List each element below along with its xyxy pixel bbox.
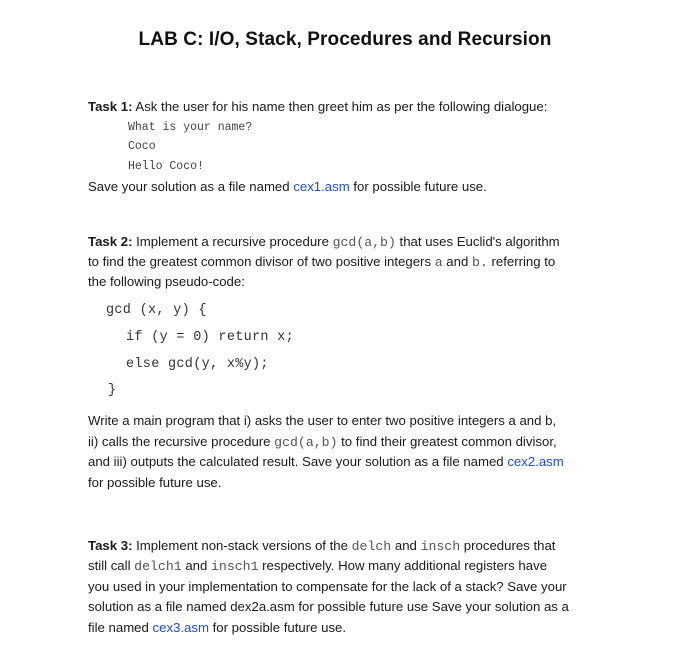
task1-heading	[88, 97, 547, 117]
code-line-4: }	[108, 383, 117, 398]
task3-l1-mid: and	[391, 538, 421, 553]
task2-line-2	[88, 252, 555, 273]
task3-label: Task 3:	[88, 538, 133, 553]
task3-line-3: you used in your implementation to compensate for the lack of a stack? Save your	[88, 579, 567, 594]
task3-l2-pre: still call	[88, 558, 135, 573]
page-title: LAB C: I/O, Stack, Procedures and Recursion	[138, 29, 552, 50]
task1-text: Ask the user for his name then greet him as per the following dialogue:	[132, 99, 548, 114]
dialogue-line-3: Hello Coco!	[128, 160, 204, 173]
insch-code: insch	[420, 539, 461, 554]
task3-l1-post: procedures that	[460, 538, 556, 553]
dialogue-line-1: What is your name?	[128, 121, 253, 134]
task3-l1-pre: Implement non-stack versions of the	[132, 538, 352, 553]
code-line-2: if (y = 0) return x;	[126, 330, 295, 345]
task1-save-line	[88, 177, 487, 197]
task2-label: Task 2:	[88, 234, 133, 249]
task2-line-3: the following pseudo-code:	[88, 274, 245, 289]
task2-para-2	[88, 432, 557, 453]
task1-save-post: for possible future use.	[349, 179, 487, 194]
delch1-code: delch1	[134, 559, 182, 574]
gcd-inline-code-2: gcd(a,b)	[274, 435, 338, 450]
task2-line-1	[88, 232, 560, 253]
task2-p2-pre: ii) calls the recursive procedure	[88, 434, 275, 449]
task3-l5-pre: file named	[88, 620, 153, 635]
code-line-1: gcd (x, y) {	[106, 303, 207, 318]
var-a: a	[434, 255, 443, 270]
task3-line-1	[88, 536, 555, 557]
task3-line-4: solution as a file named dex2a.asm for possible future use Save your solution as a	[88, 599, 569, 614]
task2-para-3	[88, 452, 564, 472]
insch1-code: insch1	[211, 559, 259, 574]
task2-p2-post: to find their greatest common divisor,	[337, 434, 557, 449]
cex1-filename: cex1.asm	[293, 179, 350, 194]
cex2-filename: cex2.asm	[507, 454, 564, 469]
task3-l2-post: respectively. How many additional registers have	[258, 558, 548, 573]
task2-l2-mid: and	[442, 254, 472, 269]
task1-label: Task 1:	[88, 99, 133, 114]
cex3-filename: cex3.asm	[152, 620, 209, 635]
task2-l2-post: referring to	[487, 254, 556, 269]
task3-line-2	[88, 556, 547, 577]
task3-line-5	[88, 618, 346, 638]
task2-l1-post: that uses Euclid's algorithm	[395, 234, 560, 249]
task2-para-1: Write a main program that i) asks the user to enter two positive integers a and b,	[88, 413, 557, 428]
task3-l2-mid: and	[181, 558, 211, 573]
task2-p3-pre: and iii) outputs the calculated result. Save your solution as a file named	[88, 454, 508, 469]
task1-save-pre: Save your solution as a file named	[88, 179, 294, 194]
task2-para-4: for possible future use.	[88, 475, 222, 490]
var-b: b.	[471, 255, 488, 270]
dialogue-line-2: Coco	[128, 140, 156, 153]
gcd-inline-code: gcd(a,b)	[332, 235, 396, 250]
task3-l5-post: for possible future use.	[208, 620, 347, 635]
code-line-3: else gcd(y, x%y);	[126, 357, 269, 372]
delch-code: delch	[351, 539, 392, 554]
task2-l1-pre: Implement a recursive procedure	[132, 234, 333, 249]
task2-l2-pre: to find the greatest common divisor of two positive integers	[88, 254, 435, 269]
